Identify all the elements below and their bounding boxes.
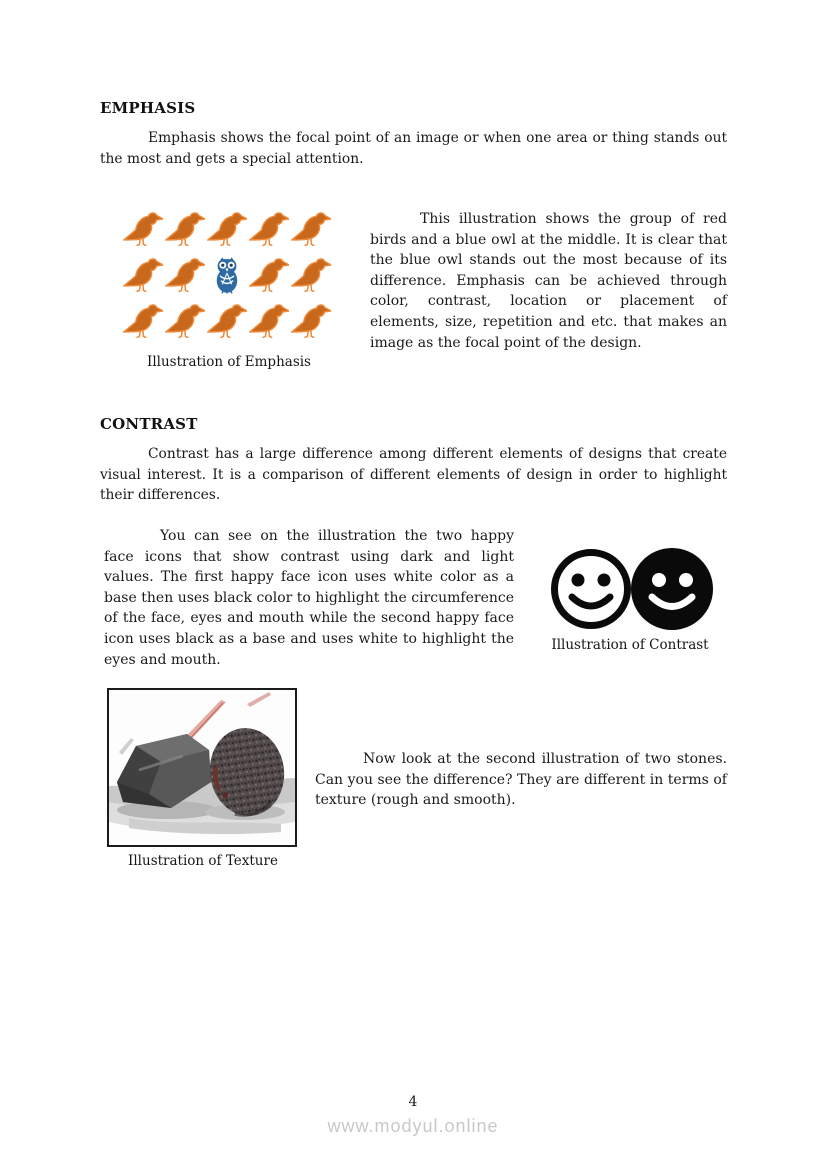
emphasis-intro: Emphasis shows the focal point of an image or when one area or thing stands out the most and gets a special attention. bbox=[100, 130, 727, 167]
stones-image-frame bbox=[107, 688, 297, 847]
contrast-heading: CONTRAST bbox=[100, 415, 198, 433]
texture-caption: Illustration of Texture bbox=[128, 853, 278, 869]
texture-body: Now look at the second illustration of two stones. Can you see the difference? They are different in terms of texture (rough and smooth). bbox=[315, 751, 727, 809]
contrast-caption: Illustration of Contrast bbox=[551, 637, 709, 653]
bird-icon bbox=[165, 257, 205, 293]
bird-icon bbox=[207, 303, 247, 339]
emphasis-caption: Illustration of Emphasis bbox=[146, 354, 311, 370]
emphasis-heading: EMPHASIS bbox=[100, 99, 196, 117]
happy-face-outline-icon bbox=[550, 547, 632, 631]
bird-icon bbox=[249, 303, 289, 339]
bird-icon bbox=[123, 211, 163, 247]
contrast-intro: Contrast has a large difference among different elements of designs that create visual interest. It is a comparison of different elements of design in order to highlight their differences. bbox=[100, 446, 727, 503]
page-number: 4 bbox=[408, 1094, 418, 1110]
contrast-body: You can see on the illustration the two happy face icons that show contrast using dark and light values. The first happy face icon uses white color as a base then uses black color to highlight the circumference of the face, eyes and mouth while the second happy face icon uses black as a base and uses white to highlight the eyes and mouth. bbox=[104, 528, 514, 668]
smiley-row bbox=[550, 546, 714, 632]
bird-icon bbox=[249, 211, 289, 247]
stones-image bbox=[109, 690, 295, 845]
bird-icon bbox=[165, 303, 205, 339]
bird-icon bbox=[291, 211, 331, 247]
bird-icon bbox=[291, 303, 331, 339]
bird-grid bbox=[122, 206, 332, 344]
watermark: www.modyul.online bbox=[327, 1116, 499, 1136]
bird-icon bbox=[291, 257, 331, 293]
bird-icon bbox=[165, 211, 205, 247]
bird-icon bbox=[249, 257, 289, 293]
owl-icon bbox=[213, 254, 241, 296]
bird-icon bbox=[123, 257, 163, 293]
bird-icon bbox=[123, 303, 163, 339]
happy-face-filled-icon bbox=[630, 546, 714, 632]
bird-icon bbox=[207, 211, 247, 247]
emphasis-body: This illustration shows the group of red birds and a blue owl at the middle. It is clear that the blue owl stands out the most because of its difference. Emphasis can be achieved through color, contrast, location or placement of elements, size, repetition and etc. that makes an image as the focal point of the design. bbox=[370, 211, 727, 351]
